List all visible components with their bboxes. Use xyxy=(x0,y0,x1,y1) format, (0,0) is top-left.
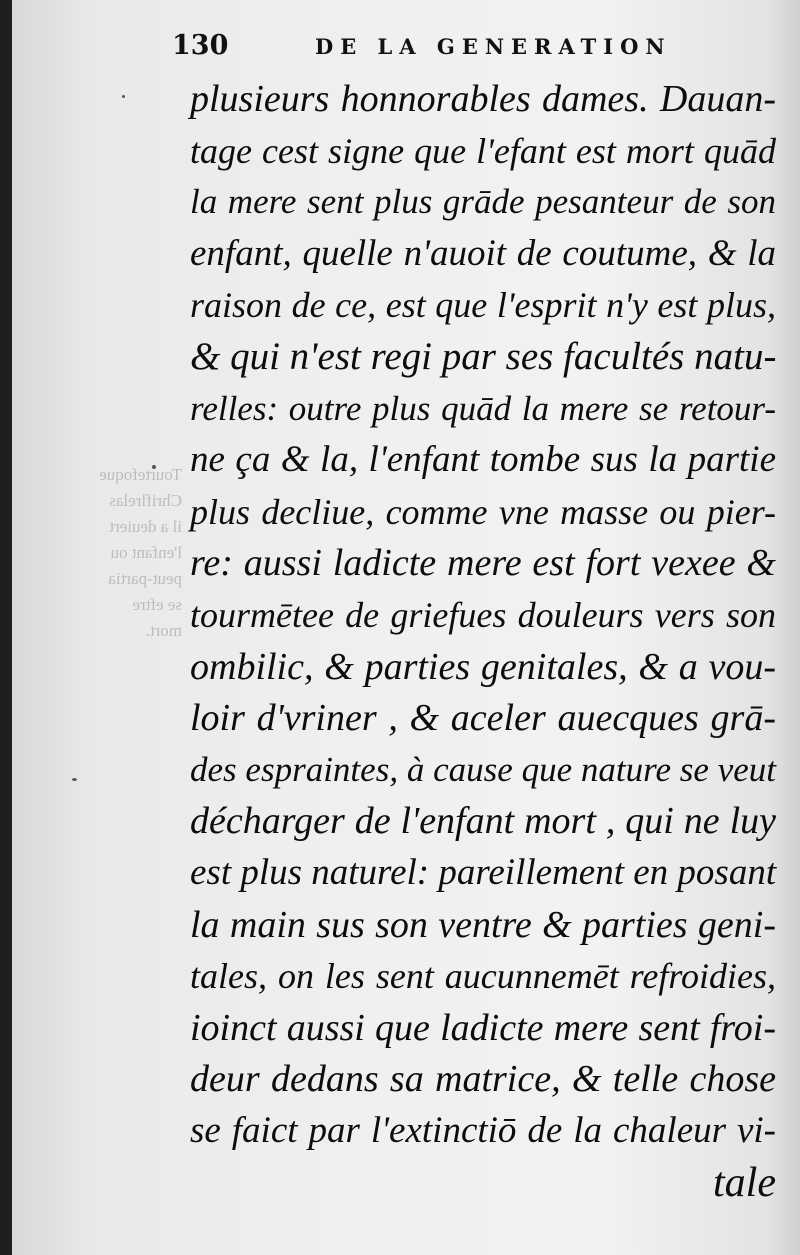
text-line: la main sus son ventre & parties geni- xyxy=(190,903,776,946)
page-header xyxy=(172,30,762,60)
text-line: décharger de l'enfant mort , qui ne luy xyxy=(190,800,776,843)
text-line: est plus naturel: pareillement en posant xyxy=(190,852,777,893)
text-line: plus decliue, comme vne masse ou pier- xyxy=(190,491,776,532)
text-line: enfant, quelle n'auoit de coutume, & la xyxy=(190,232,776,274)
text-line: & qui n'est regi par ses facultés natu- xyxy=(190,335,777,378)
text-line: ne ça & la, l'enfant tombe sus la partie xyxy=(190,439,776,481)
text-line: la mere sent plus grāde pesanteur de son xyxy=(190,182,776,222)
text-line: des espraintes, à cause que nature se veut xyxy=(190,749,776,789)
text-line: tales, on les sent aucunnemēt refroidies, xyxy=(190,956,776,997)
show-through-line: se eftre xyxy=(132,595,182,614)
show-through-line: peut-partia xyxy=(108,569,182,588)
text-line: tage cest signe que l'efant est mort quād xyxy=(190,130,776,171)
text-line: plusieurs honnorables dames. Dauan- xyxy=(190,78,776,120)
show-through-text xyxy=(22,462,182,662)
book-page xyxy=(12,0,800,1255)
text-line: raison de ce, est que l'esprit n'y est plus, xyxy=(190,285,776,326)
text-line: tale xyxy=(713,1159,776,1206)
text-line: re: aussi ladicte mere est fort vexee & xyxy=(190,542,776,585)
text-line: se faict par l'extinctiō de la chaleur vi- xyxy=(190,1110,776,1151)
show-through-line: l'enfant ou xyxy=(110,543,182,562)
page-number: 130 xyxy=(172,30,229,61)
text-line: loir d'vriner , & aceler auecques grā- xyxy=(190,697,776,740)
ink-speck xyxy=(122,95,125,98)
show-through-line: Chriflrelas xyxy=(109,491,182,510)
text-line: tourmētee de griefues douleurs vers son xyxy=(190,595,776,635)
text-line: ioinct aussi que ladicte mere sent froi- xyxy=(190,1006,776,1049)
text-line: deur dedans sa matrice, & telle chose xyxy=(190,1058,776,1101)
running-head: DE LA GENERATION xyxy=(315,34,672,59)
ink-speck xyxy=(72,778,77,781)
text-line: ombilic, & parties genitales, & a vou- xyxy=(190,645,776,688)
show-through-line: mort. xyxy=(145,621,182,640)
show-through-line: il a deuiert xyxy=(109,517,182,536)
text-line: relles: outre plus quād la mere se retour- xyxy=(190,388,776,428)
show-through-line: Tourtefoque xyxy=(99,465,182,484)
